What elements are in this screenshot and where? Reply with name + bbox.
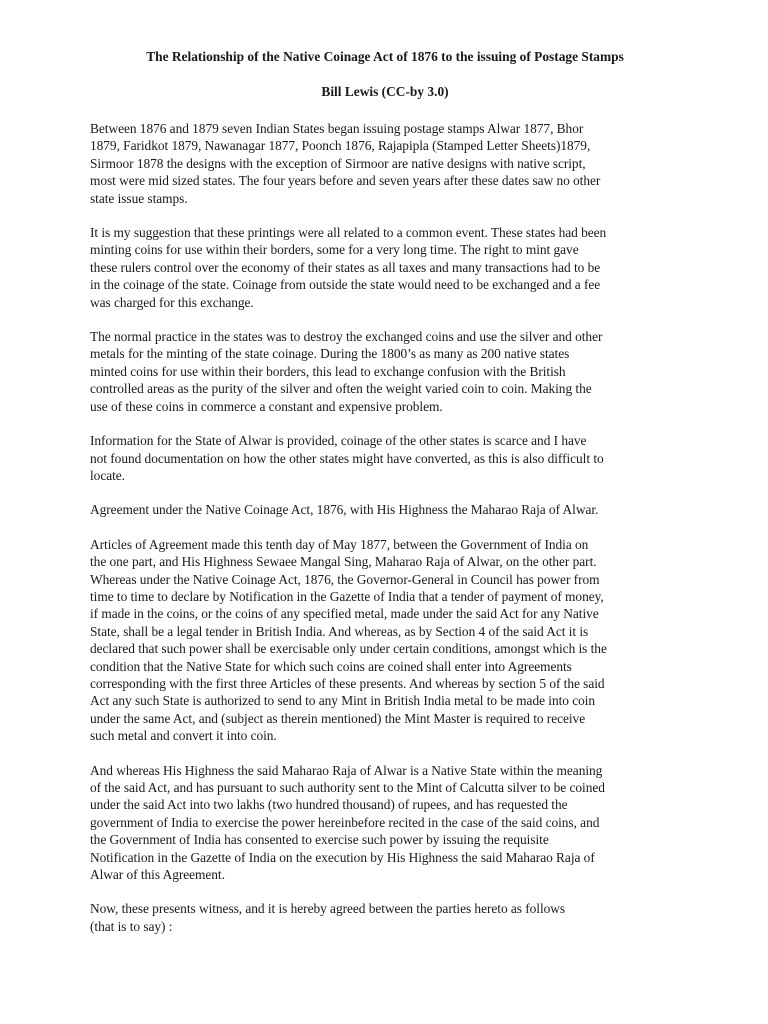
paragraph-line: under the same Act, and (subject as therein mentioned) the Mint Master is required to receive: [90, 710, 586, 726]
paragraph-line: under the said Act into two lakhs (two hundred thousand) of rupees, and has requested the: [90, 797, 568, 813]
paragraph-line: in the coinage of the state. Coinage from outside the state would need to be exchanged and a fee: [90, 277, 601, 293]
paragraph-line: condition that the Native State for which such coins are coined shall enter into Agreements: [90, 658, 572, 674]
paragraph-line: not found documentation on how the other states might have converted, as this is also difficult to: [90, 450, 604, 466]
document-title: The Relationship of the Native Coinage Act of 1876 to the issuing of Postage Stamps: [146, 49, 624, 64]
body-paragraph: [90, 328, 680, 415]
body-paragraph: [90, 120, 680, 207]
paragraph-line: of the said Act, and has pursuant to such authority sent to the Mint of Calcutta silver to be coined: [90, 780, 605, 795]
paragraph-line: locate.: [90, 467, 125, 483]
paragraph-line: Notification in the Gazette of India on the execution by His Highness the said Maharao Raja of: [90, 849, 595, 865]
document-body: [90, 120, 680, 935]
document-author: Bill Lewis (CC-by 3.0): [321, 84, 449, 99]
paragraph-line: 1879, Faridkot 1879, Nawanagar 1877, Poonch 1876, Rajapipla (Stamped Letter Sheets)1879,: [90, 138, 591, 154]
paragraph-line: And whereas His Highness the said Maharao Raja of Alwar is a Native State within the meaning: [90, 762, 603, 778]
paragraph-line: minted coins for use within their borders, this lead to exchange confusion with the British: [90, 363, 566, 379]
body-paragraph: [90, 762, 680, 884]
paragraph-line: controlled areas as the purity of the silver and often the weight varied coin to coin. Making the: [90, 381, 592, 397]
paragraph-line: metals for the minting of the state coinage. During the 1800’s as many as 200 native states: [90, 346, 570, 362]
paragraph-line: was charged for this exchange.: [90, 294, 254, 310]
paragraph-line: state issue stamps.: [90, 190, 188, 206]
document-page: [90, 48, 680, 952]
body-paragraph: [90, 900, 680, 935]
body-paragraph: [90, 224, 680, 311]
paragraph-line: Now, these presents witness, and it is hereby agreed between the parties hereto as follows: [90, 901, 566, 917]
paragraph-line: corresponding with the first three Articles of these presents. And whereas by section 5 of the said: [90, 675, 605, 691]
paragraph-line: Information for the State of Alwar is provided, coinage of the other states is scarce and I have: [90, 433, 587, 449]
paragraph-line: Act any such State is authorized to send to any Mint in British India metal to be made into coin: [90, 693, 596, 709]
paragraph-line: the one part, and His Highness Sewaee Mangal Sing, Maharao Raja of Alwar, on the other part.: [90, 554, 597, 570]
body-paragraph: [90, 501, 680, 518]
paragraph-line: It is my suggestion that these printings were all related to a common event. These states had been: [90, 225, 607, 241]
body-paragraph: [90, 432, 680, 484]
paragraph-line: such metal and convert it into coin.: [90, 728, 277, 744]
body-paragraph: [90, 536, 680, 745]
paragraph-line: declared that such power shall be exercisable only under certain conditions, amongst which is the: [90, 641, 607, 657]
paragraph-line: The normal practice in the states was to destroy the exchanged coins and use the silver and other: [90, 329, 603, 345]
paragraph-line: time to time to declare by Notification in the Gazette of India that a tender of payment of money,: [90, 588, 604, 604]
paragraph-line: the Government of India has consented to exercise such power by issuing the requisite: [90, 832, 549, 848]
paragraph-line: use of these coins in commerce a constant and expensive problem.: [90, 398, 443, 414]
paragraph-line: Agreement under the Native Coinage Act, 1876, with His Highness the Maharao Raja of Alwar.: [90, 502, 599, 518]
paragraph-line: Articles of Agreement made this tenth day of May 1877, between the Government of India on: [90, 536, 589, 552]
paragraph-line: Sirmoor 1878 the designs with the exception of Sirmoor are native designs with native script,: [90, 155, 586, 171]
paragraph-line: government of India to exercise the power hereinbefore recited in the case of the said coins, and: [90, 814, 600, 830]
paragraph-line: State, shall be a legal tender in British India. And whereas, as by Section 4 of the said Act it is: [90, 623, 589, 639]
paragraph-line: minting coins for use within their borders, some for a very long time. The right to mint gave: [90, 242, 579, 258]
paragraph-line: (that is to say) :: [90, 918, 173, 934]
paragraph-line: Alwar of this Agreement.: [90, 867, 225, 883]
paragraph-line: Between 1876 and 1879 seven Indian States began issuing postage stamps Alwar 1877, Bhor: [90, 121, 584, 136]
paragraph-line: if made in the coins, or the coins of any specified metal, made under the said Act for any Native: [90, 606, 599, 622]
paragraph-line: Whereas under the Native Coinage Act, 1876, the Governor-General in Council has power from: [90, 571, 600, 587]
paragraph-line: these rulers control over the economy of their states as all taxes and many transactions had to be: [90, 259, 601, 275]
paragraph-line: most were mid sized states. The four years before and seven years after these dates saw no other: [90, 173, 601, 189]
